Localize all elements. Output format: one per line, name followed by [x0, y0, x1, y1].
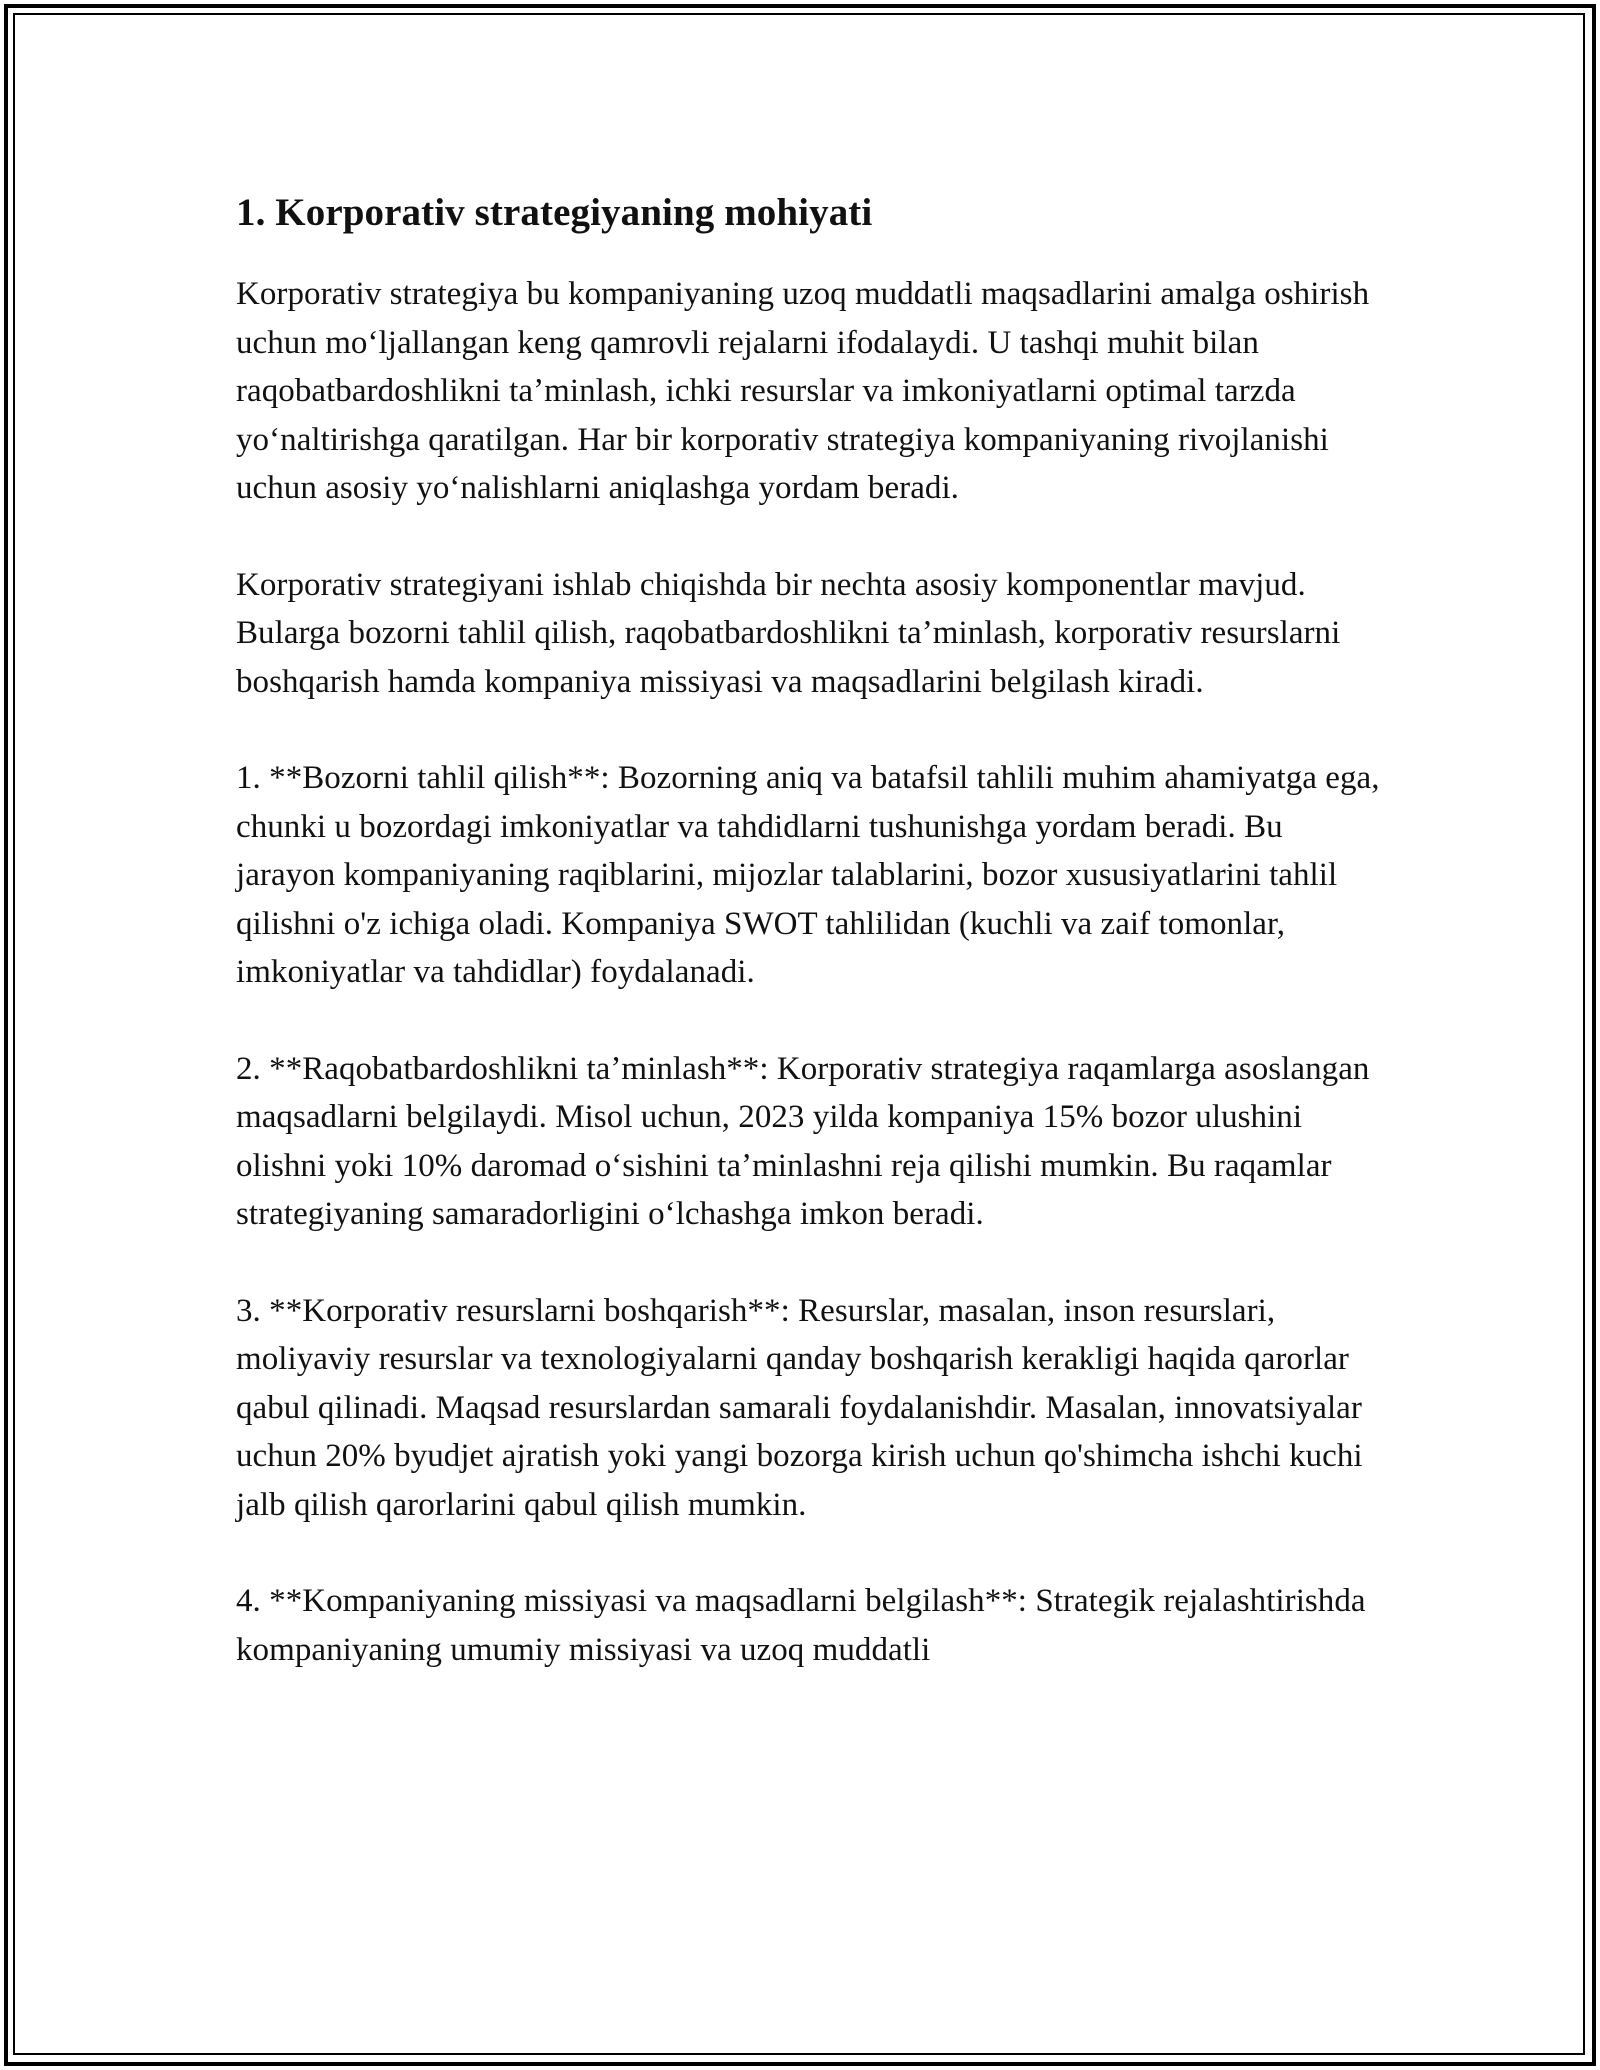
section-heading: 1. Korporativ strategiyaning mohiyati [236, 191, 873, 234]
paragraph-intro: Korporativ strategiya bu kompaniyaning uzoq muddatli maqsadlarini amalga oshirish uchun moʻljallangan keng qamrovli rejalarni ifodalaydi. U tashqi muhit bilan raqobatbardoshlikni taʼminlash, ichki resurslar va imkoniyatlarni optimal tarzda yoʻnaltirishga qaratilgan. Har bir korporativ strategiya kompaniyaning rivojlanishi uchun asosiy yoʻnalishlarni aniqlashga yordam beradi. [236, 276, 1370, 506]
paragraph-market-analysis: 1. **Bozorni tahlil qilish**: Bozorning aniq va batafsil tahlili muhim ahamiyatga ega, chunki u bozordagi imkoniyatlar va tahdidlarni tushunishga yordam beradi. Bu jarayon kompaniyaning raqiblarini, mijozlar talablarini, bozor xususiyatlarini tahlil qilishni o'z ichiga oladi. Kompaniya SWOT tahlilidan (kuchli va zaif tomonlar, imkoniyatlar va tahdidlar) foydalanadi. [236, 760, 1380, 990]
paragraph-competitiveness: 2. **Raqobatbardoshlikni taʼminlash**: Korporativ strategiya raqamlarga asoslangan maqsadlarni belgilaydi. Misol uchun, 2023 yilda kompaniya 15% bozor ulushini olishni yoki 10% daromad oʻsishini taʼminlashni reja qilishi mumkin. Bu raqamlar strategiyaning samaradorligini oʻlchashga imkon beradi. [236, 1050, 1370, 1232]
paragraph-components: Korporativ strategiyani ishlab chiqishda bir nechta asosiy komponentlar mavjud. Bularga bozorni tahlil qilish, raqobatbardoshlikni taʼminlash, korporativ resurslarni boshqarish hamda kompaniya missiyasi va maqsadlarini belgilash kiradi. [236, 566, 1341, 700]
document-body [236, 185, 1386, 1722]
paragraph-mission-goals: 4. **Kompaniyaning missiyasi va maqsadlarni belgilash**: Strategik rejalashtirishda kompaniyaning umumiy missiyasi va uzoq muddatli [236, 1583, 1366, 1668]
paragraph-resource-management: 3. **Korporativ resurslarni boshqarish**: Resurslar, masalan, inson resurslari, moliyaviy resurslar va texnologiyalarni qanday boshqarish kerakligi haqida qarorlar qabul qilinadi. Maqsad resurslardan samarali foydalanishdir. Masalan, innovatsiyalar uchun 20% byudjet ajratish yoki yangi bozorga kirish uchun qo'shimcha ishchi kuchi jalb qilish qarorlarini qabul qilish mumkin. [236, 1292, 1363, 1523]
